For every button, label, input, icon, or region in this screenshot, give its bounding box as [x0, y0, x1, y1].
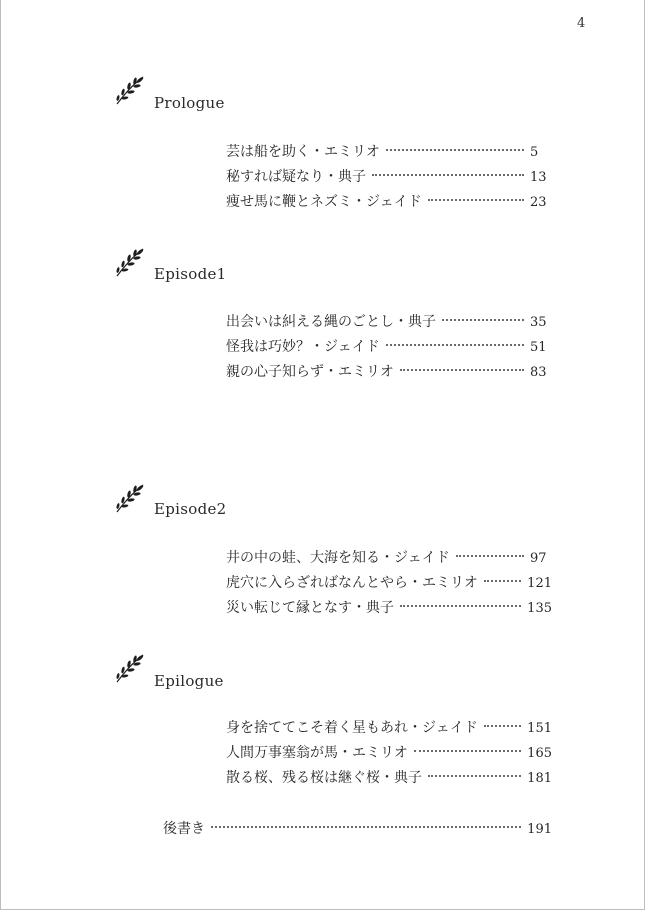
- dot-leader: [386, 148, 524, 151]
- toc-entry[interactable]: [226, 311, 552, 336]
- entry-title: 災い転じて縁となす・典子: [226, 600, 394, 616]
- toc-entry[interactable]: [226, 141, 552, 166]
- leaf-sprig-icon: [113, 74, 147, 106]
- toc-entry[interactable]: [226, 767, 552, 792]
- dot-leader: [428, 774, 521, 777]
- dot-leader: [428, 198, 524, 201]
- dot-leader: [372, 173, 524, 176]
- dot-leader: [484, 724, 521, 727]
- entry-list-episode2: [226, 547, 552, 622]
- dot-leader: [442, 318, 524, 321]
- entry-title: 怪我は巧妙？・ジェイド: [226, 339, 380, 355]
- entry-title: 人間万事塞翁が馬・エミリオ: [226, 745, 408, 761]
- entry-page: 23: [530, 195, 547, 210]
- entry-title: 井の中の蛙、大海を知る・ジェイド: [226, 550, 450, 566]
- entry-page: 191: [527, 822, 552, 837]
- section-heading-episode2: [113, 482, 313, 522]
- entry-page: 151: [527, 721, 552, 736]
- page-number: 4: [577, 16, 586, 31]
- toc-entry[interactable]: [226, 361, 552, 386]
- entry-title: 痩せ馬に鞭とネズミ・ジェイド: [226, 194, 422, 210]
- entry-list-epilogue: [226, 717, 552, 792]
- dot-leader: [456, 554, 524, 557]
- section-heading-epilogue: [113, 652, 313, 692]
- dot-leader: [484, 579, 521, 582]
- entry-title: 身を捨ててこそ着く星もあれ・ジェイド: [226, 720, 478, 736]
- entry-page: 35: [530, 315, 547, 330]
- dot-leader: [414, 749, 521, 752]
- dot-leader: [211, 825, 521, 828]
- toc-entry[interactable]: [226, 166, 552, 191]
- section-title: Prologue: [154, 94, 225, 112]
- section-heading-episode1: [113, 246, 313, 286]
- entry-title: 散る桜、残る桜は継ぐ桜・典子: [226, 770, 422, 786]
- entry-list-episode1: [226, 311, 552, 386]
- entry-title: 後書き: [163, 821, 205, 837]
- toc-entry[interactable]: [226, 597, 552, 622]
- entry-title: 親の心子知らず・エミリオ: [226, 364, 394, 380]
- entry-page: 121: [527, 576, 552, 591]
- entry-title: 虎穴に入らざればなんとやら・エミリオ: [226, 575, 478, 591]
- entry-page: 5: [530, 145, 539, 160]
- toc-entry[interactable]: [226, 191, 552, 216]
- toc-entry[interactable]: [226, 572, 552, 597]
- entry-page: 165: [527, 746, 552, 761]
- entry-title: 芸は船を助く・エミリオ: [226, 144, 380, 160]
- dot-leader: [400, 604, 521, 607]
- entry-page: 181: [527, 771, 552, 786]
- dot-leader: [400, 368, 524, 371]
- toc-entry[interactable]: [226, 336, 552, 361]
- section-title: Episode2: [154, 500, 227, 518]
- section-title: Episode1: [154, 265, 227, 283]
- toc-entry[interactable]: [226, 742, 552, 767]
- section-heading-prologue: [113, 74, 313, 114]
- afterword-entry: [163, 818, 552, 843]
- toc-entry[interactable]: [226, 717, 552, 742]
- leaf-sprig-icon: [113, 482, 147, 514]
- section-title: Epilogue: [154, 672, 224, 690]
- entry-page: 51: [530, 340, 547, 355]
- entry-page: 83: [530, 365, 547, 380]
- entry-title: 出会いは糾える縄のごとし・典子: [226, 314, 436, 330]
- toc-entry-afterword[interactable]: [163, 818, 552, 843]
- entry-list-prologue: [226, 141, 552, 216]
- entry-title: 秘すれば疑なり・典子: [226, 169, 366, 185]
- dot-leader: [386, 343, 524, 346]
- toc-entry[interactable]: [226, 547, 552, 572]
- leaf-sprig-icon: [113, 652, 147, 684]
- entry-page: 13: [530, 170, 547, 185]
- entry-page: 135: [527, 601, 552, 616]
- entry-page: 97: [530, 551, 547, 566]
- leaf-sprig-icon: [113, 246, 147, 278]
